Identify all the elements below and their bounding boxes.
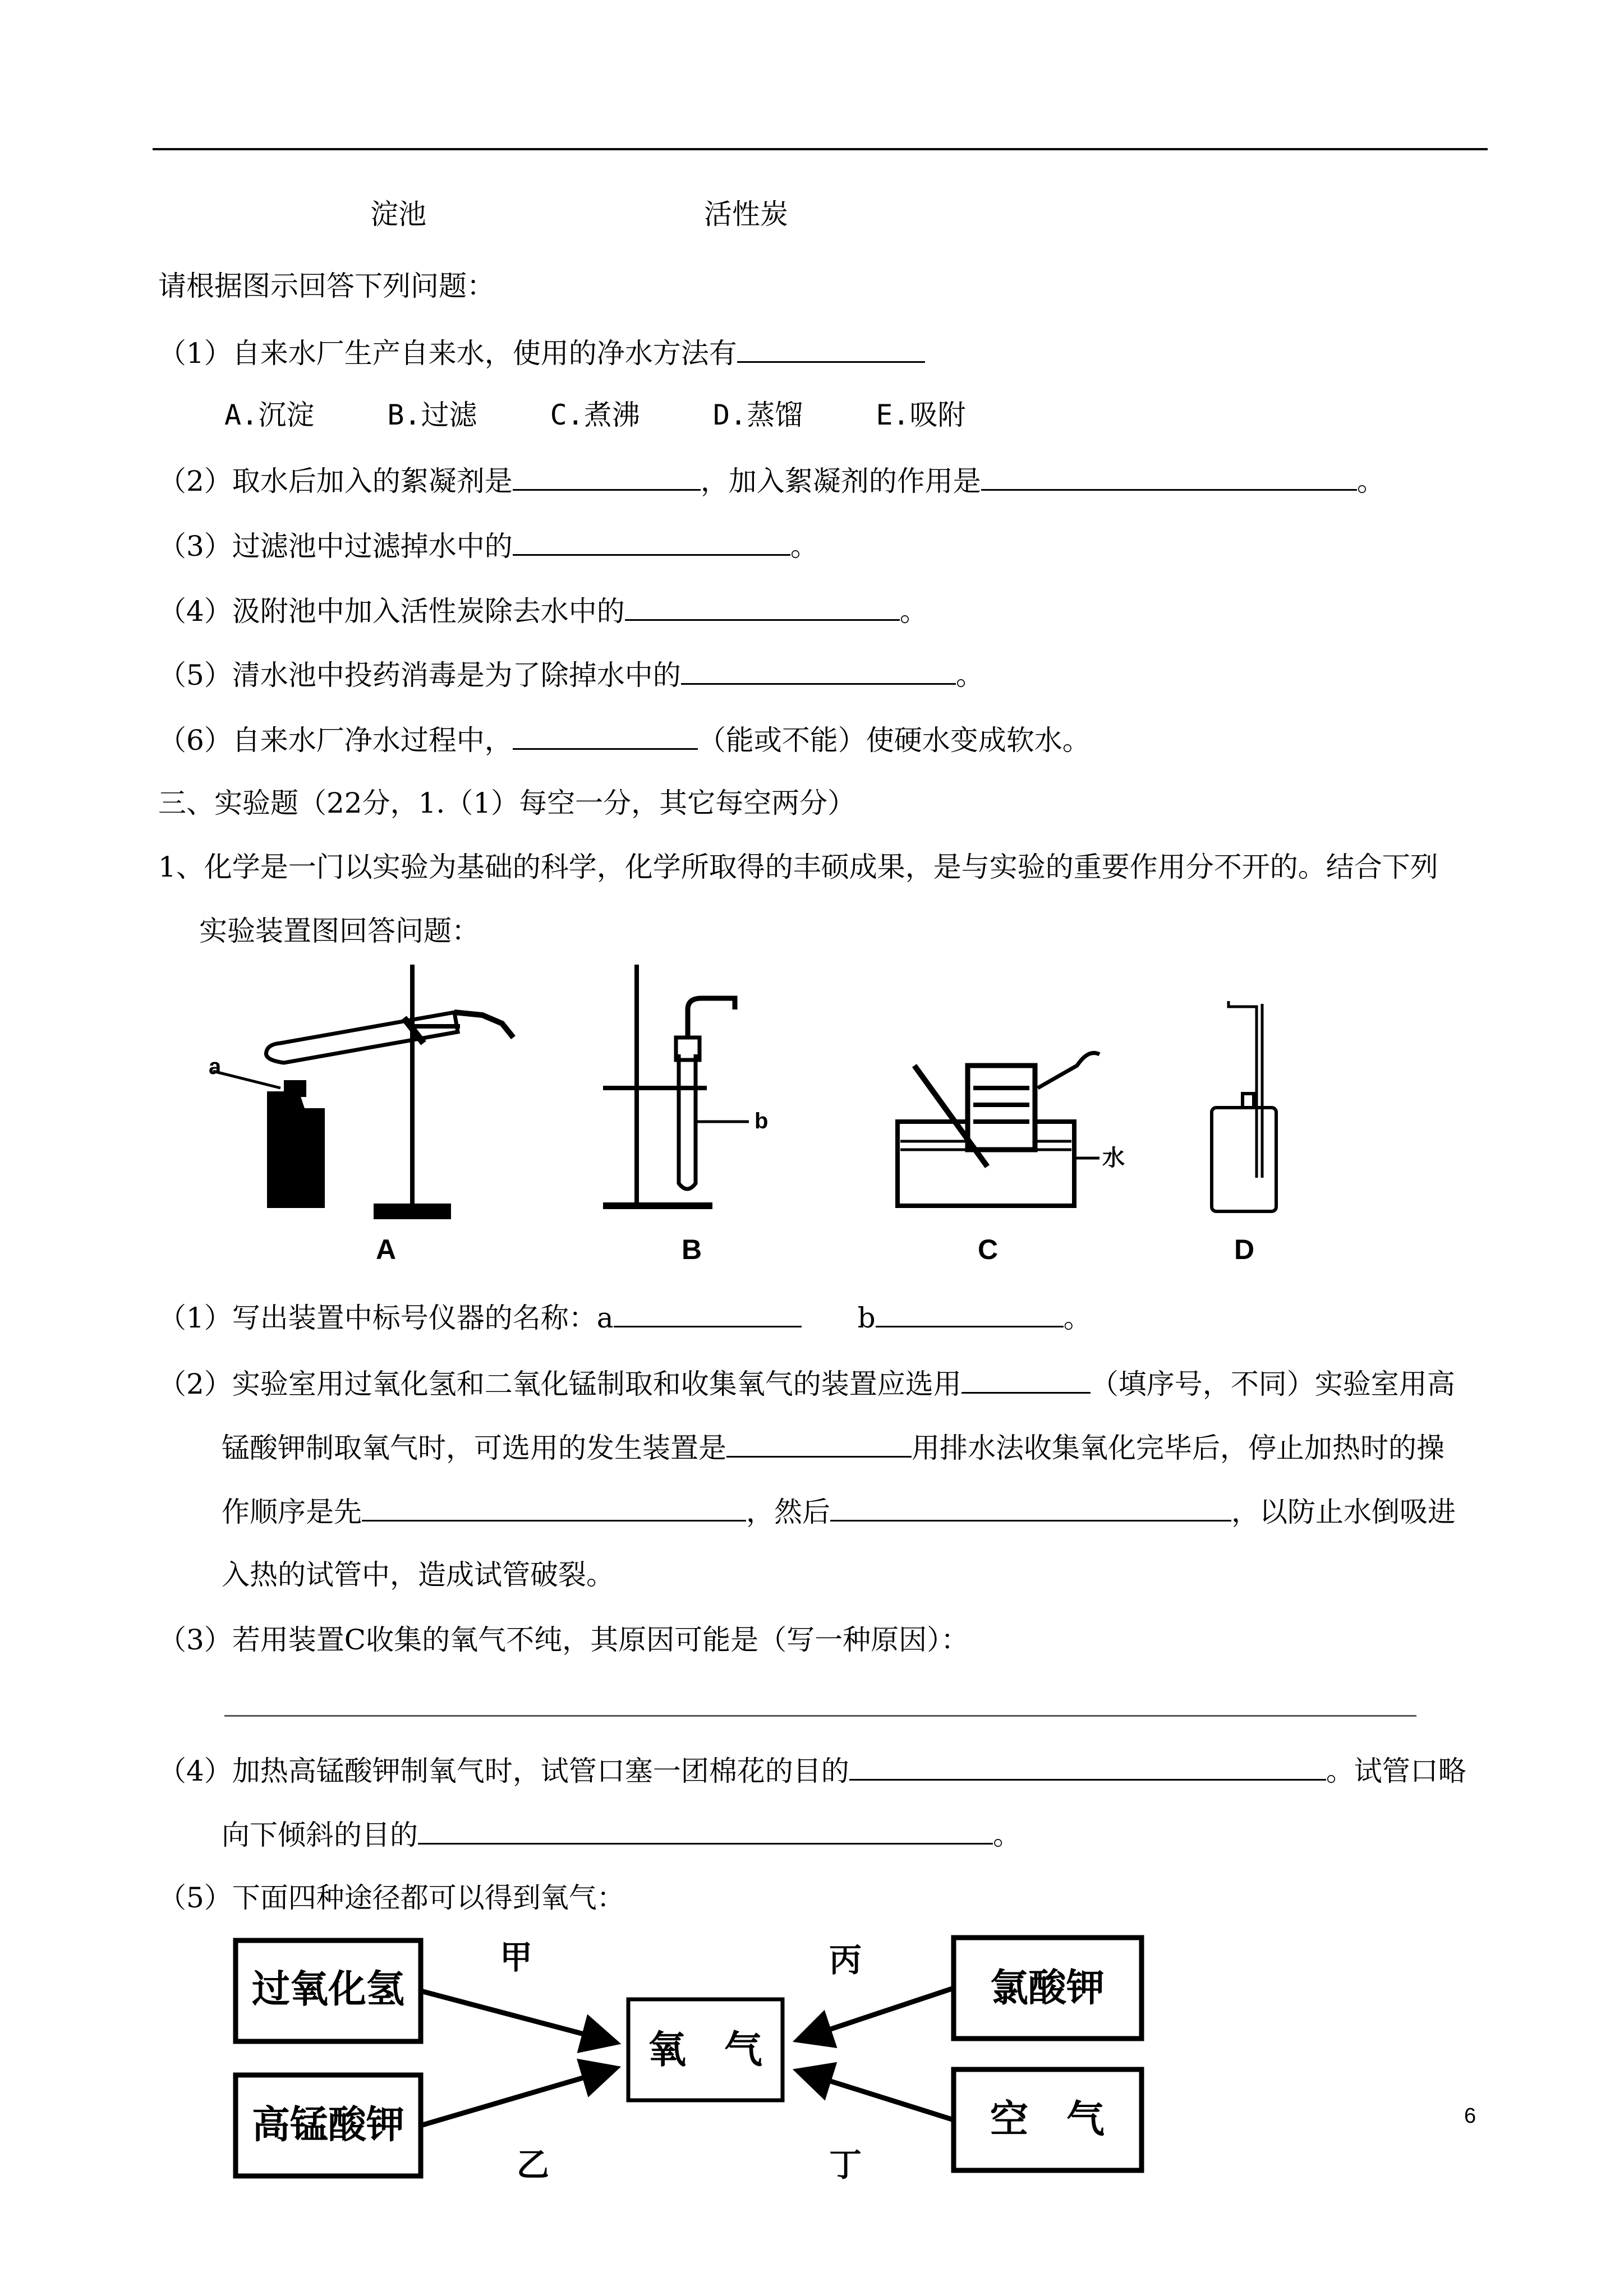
exp-question-2-line3 xyxy=(222,1494,1456,1529)
arrow-bing xyxy=(802,1988,954,2039)
exp-question-4-line2 xyxy=(222,1817,1021,1852)
label-D: D xyxy=(1234,1234,1255,1265)
exp-question-4-text: （4）加热高锰酸钾制氧气时，试管口塞一团棉花的目的 xyxy=(158,1755,849,1787)
answer-blank[interactable] xyxy=(625,593,900,621)
question-1-text: （1）自来水厂生产自来水，使用的净水方法有 xyxy=(158,337,737,370)
label-a-tag: a xyxy=(209,1054,222,1079)
punctuation: 。 xyxy=(955,659,984,691)
exp-question-4-text-c: 向下倾斜的目的 xyxy=(222,1819,418,1851)
arrow-yi xyxy=(421,2069,611,2126)
text-air: 空 气 xyxy=(990,2097,1105,2142)
question-2-text-b: ，加入絮凝剂的作用是 xyxy=(700,465,981,497)
question-4 xyxy=(158,593,928,628)
exp-question-2-line4: 入热的试管中，造成试管破裂。 xyxy=(222,1559,614,1591)
answer-blank[interactable] xyxy=(681,657,956,685)
question-1 xyxy=(158,335,925,370)
answer-blank[interactable] xyxy=(830,1494,1231,1522)
apparatus-b xyxy=(603,965,749,1206)
exp-question-2-text-d: 用排水法收集氧化完毕后，停止加热时的操 xyxy=(912,1432,1444,1464)
apparatus-diagram xyxy=(202,953,1301,1267)
answer-blank[interactable] xyxy=(513,722,698,750)
question-3 xyxy=(158,528,818,563)
exp-question-2-text-f: ，然后 xyxy=(746,1496,830,1528)
label-ding: 丁 xyxy=(829,2146,862,2184)
punctuation: 。 xyxy=(790,530,818,563)
intro-text: 请根据图示回答下列问题： xyxy=(158,270,495,302)
exp-question-1-b: b xyxy=(857,1302,876,1334)
label-A: A xyxy=(376,1234,397,1265)
punctuation: 。 xyxy=(1063,1302,1092,1334)
label-C: C xyxy=(978,1234,999,1265)
label-water: 水 xyxy=(1102,1146,1125,1170)
answer-blank[interactable] xyxy=(876,1300,1064,1327)
question-5-text: （5）清水池中投药消毒是为了除掉水中的 xyxy=(158,659,681,691)
option-c: C.煮沸 xyxy=(550,399,640,431)
question-6-text-b: （能或不能）使硬水变成软水。 xyxy=(697,724,1091,757)
answer-line[interactable] xyxy=(224,1715,1416,1717)
oxygen-pathways-diagram xyxy=(224,1929,1156,2193)
option-e: E.吸附 xyxy=(876,399,966,431)
question-6-text: （6）自来水厂净水过程中， xyxy=(158,724,513,757)
apparatus-c xyxy=(898,1053,1099,1206)
text-potassium-chlorate: 氯酸钾 xyxy=(990,1966,1105,2011)
answer-blank[interactable] xyxy=(981,463,1357,491)
label-B: B xyxy=(682,1234,702,1265)
exp-question-2-text: （2）实验室用过氧化氢和二氧化锰制取和收集氧气的装置应选用 xyxy=(158,1368,961,1400)
header-rule xyxy=(153,148,1488,150)
exp-question-2-text-g: ，以防止水倒吸进 xyxy=(1231,1496,1456,1528)
exp-question-2-text-c: 锰酸钾制取氧气时，可选用的发生装置是 xyxy=(222,1432,726,1464)
exp-question-2-line2 xyxy=(222,1430,1444,1465)
text-hydrogen-peroxide: 过氧化氢 xyxy=(251,1967,405,2012)
page-number: 6 xyxy=(1464,2104,1476,2128)
question-2 xyxy=(158,463,1385,498)
text-potassium-permanganate: 高锰酸钾 xyxy=(251,2103,405,2147)
answer-blank[interactable] xyxy=(737,335,925,363)
exp-question-1-text: （1）写出装置中标号仪器的名称：a xyxy=(158,1302,614,1334)
option-d: D.蒸馏 xyxy=(712,399,803,431)
label-sedimentation-tank: 淀池 xyxy=(370,198,426,230)
label-jia: 甲 xyxy=(499,1938,533,1976)
answer-blank[interactable] xyxy=(418,1817,993,1845)
question-2-text: （2）取水后加入的絮凝剂是 xyxy=(158,465,513,497)
section-3-heading: 三、实验题（22分，1.（1）每空一分，其它每空两分） xyxy=(158,787,856,819)
exp-question-4-line1 xyxy=(158,1753,1466,1788)
punctuation: 。 xyxy=(1356,465,1385,497)
exp-question-5: （5）下面四种途径都可以得到氧气： xyxy=(158,1882,625,1914)
experiment-1-line2: 实验装置图回答问题： xyxy=(199,915,480,947)
question-4-text: （4）汲附池中加入活性炭除去水中的 xyxy=(158,595,625,628)
exp-question-2-text-e: 作顺序是先 xyxy=(222,1496,362,1528)
apparatus-d xyxy=(1212,1001,1276,1211)
question-3-text: （3）过滤池中过滤掉水中的 xyxy=(158,530,513,563)
exp-question-2-line1 xyxy=(158,1366,1455,1401)
experiment-1-line1: 1、化学是一门以实验为基础的科学，化学所取得的丰硕成果，是与实验的重要作用分不开的。结合下列 xyxy=(158,851,1438,883)
label-b-tag: b xyxy=(755,1109,769,1133)
arrow-jia xyxy=(421,1991,611,2041)
question-6 xyxy=(158,722,1091,757)
label-yi: 乙 xyxy=(516,2146,550,2184)
punctuation: 。 xyxy=(993,1819,1021,1851)
answer-blank[interactable] xyxy=(513,463,701,491)
label-activated-carbon: 活性炭 xyxy=(704,198,788,230)
arrow-ding xyxy=(802,2072,954,2120)
punctuation: 。 xyxy=(899,595,928,628)
answer-blank[interactable] xyxy=(726,1430,912,1458)
answer-blank[interactable] xyxy=(362,1494,746,1522)
answer-blank[interactable] xyxy=(849,1753,1326,1781)
answer-blank[interactable] xyxy=(513,528,790,556)
answer-blank[interactable] xyxy=(614,1300,802,1327)
option-b: B.过滤 xyxy=(387,399,477,431)
label-bing: 丙 xyxy=(829,1941,862,1979)
exp-question-1 xyxy=(158,1300,1092,1335)
answer-blank[interactable] xyxy=(961,1366,1091,1394)
exp-question-2-text-b: （填序号，不同）实验室用高 xyxy=(1090,1368,1455,1400)
exp-question-3: （3）若用装置C收集的氧气不纯，其原因可能是（写一种原因）： xyxy=(158,1624,969,1656)
text-oxygen: 氧 气 xyxy=(647,2028,763,2072)
option-a: A.沉淀 xyxy=(224,399,315,431)
apparatus-a xyxy=(213,965,513,1217)
question-5 xyxy=(158,657,984,692)
question-1-options xyxy=(224,398,966,432)
exp-question-4-text-b: 。试管口略 xyxy=(1326,1755,1466,1787)
